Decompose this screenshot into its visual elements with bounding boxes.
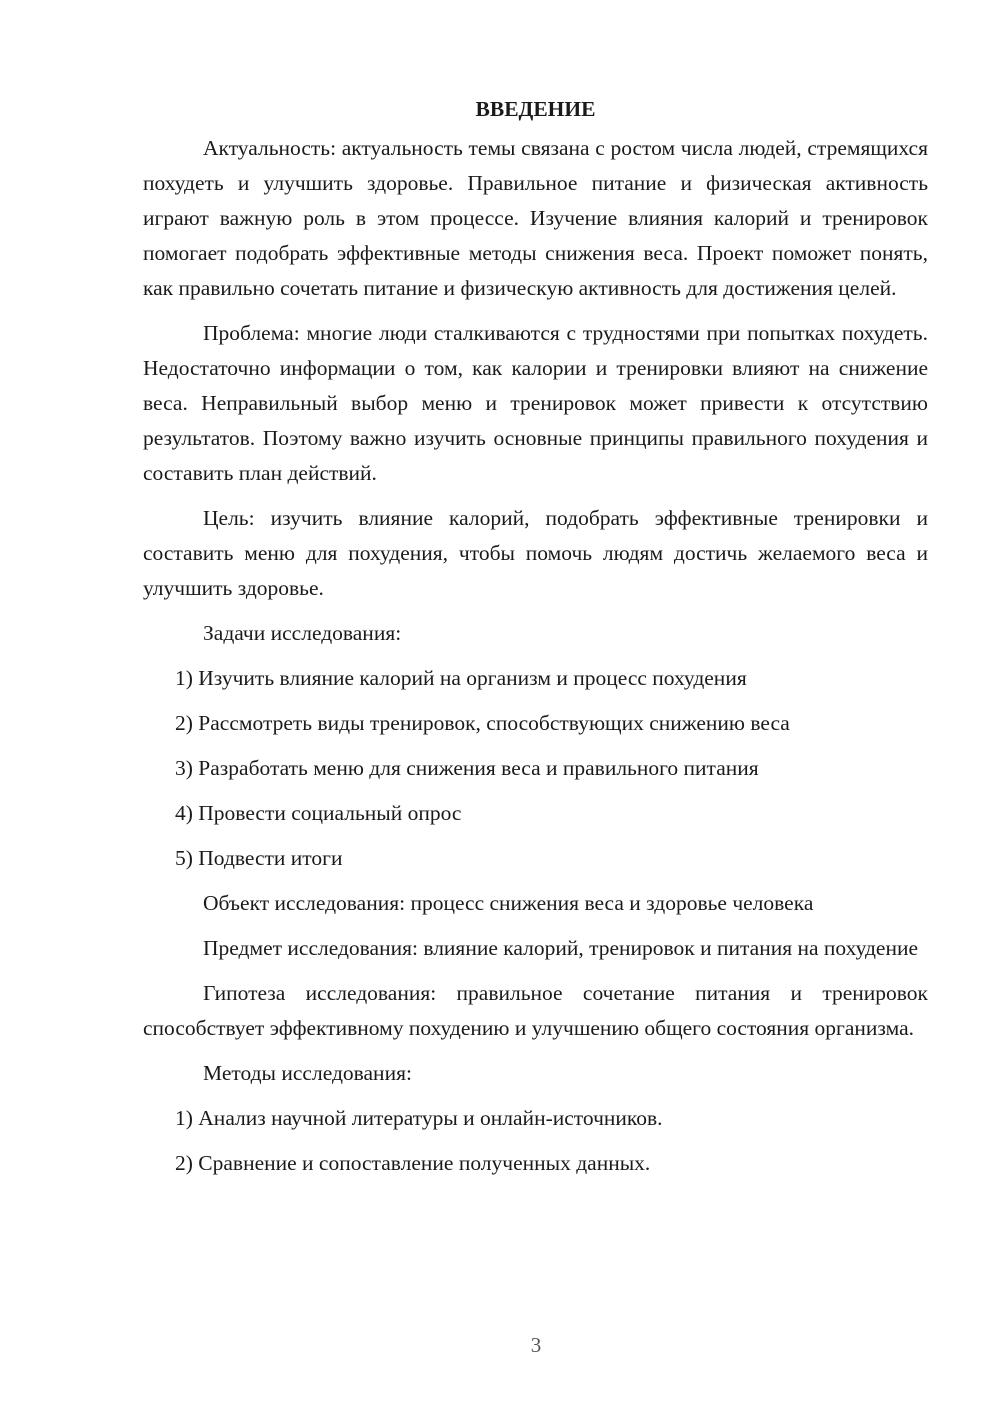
- goal-paragraph: Цель: изучить влияние калорий, подобрать эффективные тренировки и составить меню для похудения, чтобы помочь людям достичь желаемого веса и улучшить здоровье.: [143, 506, 928, 600]
- tasks-heading: Задачи исследования:: [203, 621, 402, 645]
- methods-list: [143, 1101, 928, 1181]
- page-number: 3: [530, 1333, 542, 1357]
- tasks-list: [143, 661, 928, 876]
- page-title: ВВЕДЕНИЕ: [475, 97, 596, 121]
- list-item: 4) Провести социальный опрос: [175, 801, 462, 825]
- list-item: 3) Разработать меню для снижения веса и правильного питания: [175, 756, 759, 780]
- problem-paragraph: Проблема: многие люди сталкиваются с трудностями при попытках похудеть. Недостаточно информации о том, как калории и тренировки влияют на снижение веса. Неправильный выбор меню и тренировок может привести к отсутствию результатов. Поэтому важно изучить основные принципы правильного похудения и составить план действий.: [143, 321, 928, 485]
- hypothesis-paragraph: Гипотеза исследования: правильное сочетание питания и тренировок способствует эффективному похудению и улучшению общего состояния организма.: [143, 981, 928, 1040]
- relevance-paragraph: Актуальность: актуальность темы связана с ростом числа людей, стремящихся похудеть и улучшить здоровье. Правильное питание и физическая активность играют важную роль в этом процессе. Изучение влияния калорий и тренировок помогает подобрать эффективные методы снижения веса. Проект поможет понять, как правильно сочетать питание и физическую активность для достижения целей.: [143, 136, 928, 300]
- methods-heading: Методы исследования:: [203, 1061, 412, 1085]
- document-page: [143, 92, 928, 1191]
- list-item: 1) Анализ научной литературы и онлайн-источников.: [175, 1106, 663, 1130]
- list-item: 2) Рассмотреть виды тренировок, способствующих снижению веса: [175, 711, 790, 735]
- list-item: 2) Сравнение и сопоставление полученных данных.: [175, 1151, 651, 1175]
- object-paragraph: Объект исследования: процесс снижения веса и здоровье человека: [203, 891, 814, 915]
- list-item: 1) Изучить влияние калорий на организм и процесс похудения: [175, 666, 747, 690]
- list-item: 5) Подвести итоги: [175, 846, 343, 870]
- subject-paragraph: Предмет исследования: влияние калорий, тренировок и питания на похудение: [203, 936, 919, 960]
